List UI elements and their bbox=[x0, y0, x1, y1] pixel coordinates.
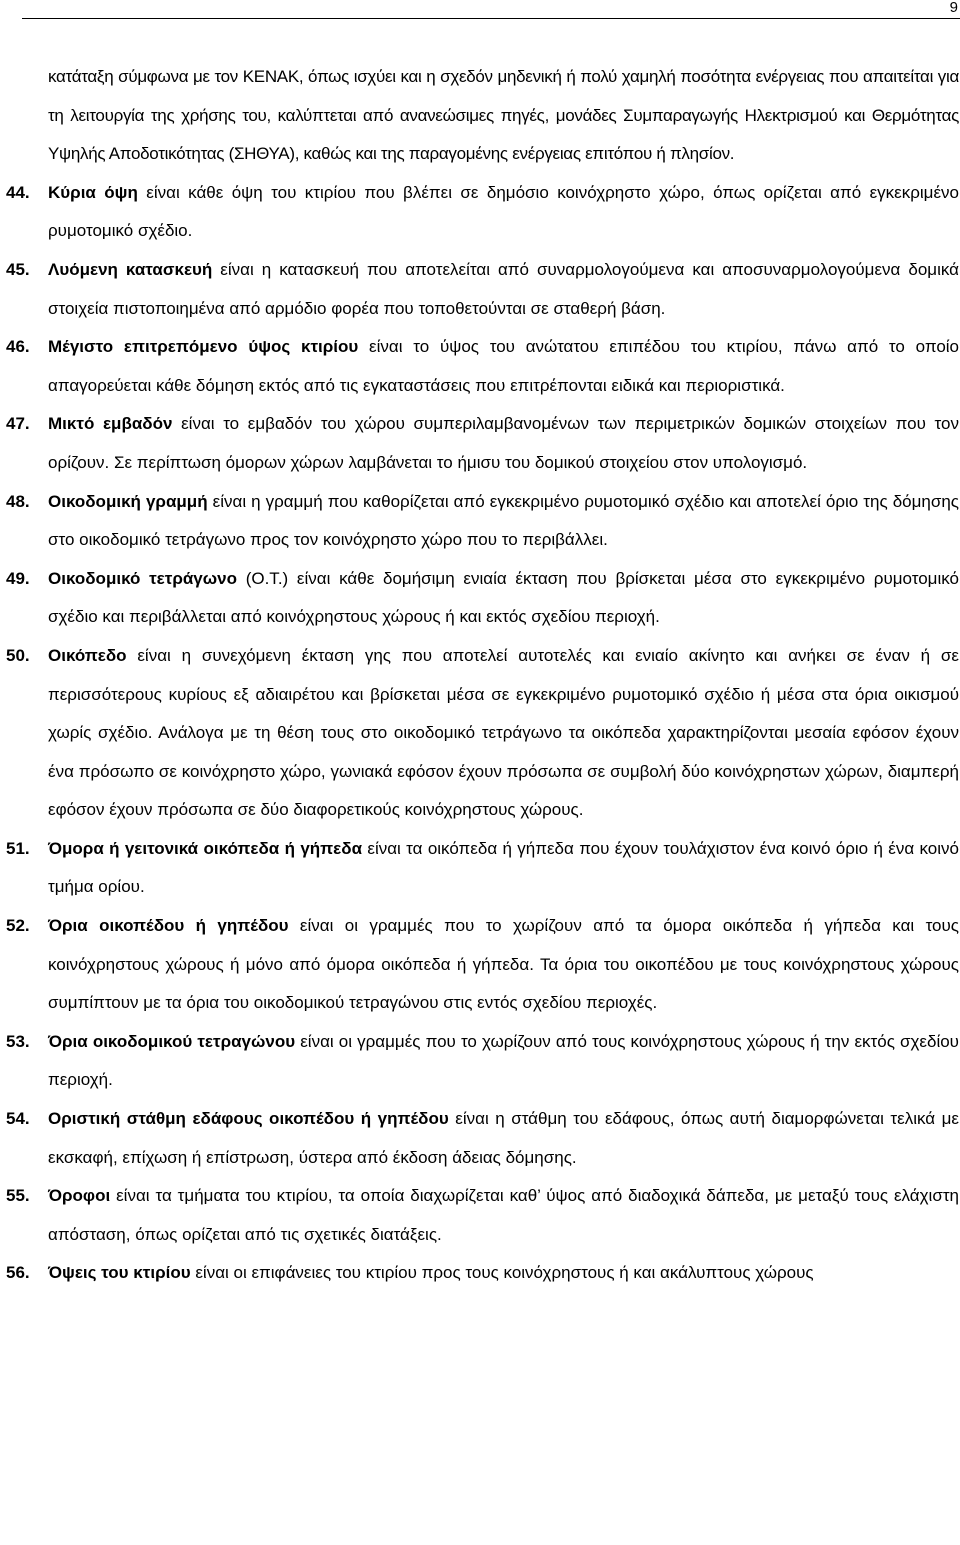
definition-text: είναι οι γραμμές που το χωρίζουν από τα όμορα οικόπεδα ή γήπεδα και τους κοινόχρηστους χώρους ή μόνο από όμορα οικόπεδα ή γήπεδα. Τα όρια του οικοπέδου με τους κοινόχρηστους χώρους συμπίπτουν με τα όρια του οικοδομικού τετραγώνου στις εντός σχεδίου περιοχές. bbox=[48, 916, 959, 1013]
definition-item bbox=[6, 1254, 959, 1293]
definition-text: είναι κάθε όψη του κτιρίου που βλέπει σε δημόσιο κοινόχρηστο χώρο, όπως ορίζεται από εγκεκριμένο ρυμοτομικό σχέδιο. bbox=[48, 182, 959, 241]
definition-item bbox=[6, 405, 959, 482]
intro-paragraph: κατάταξη σύμφωνα με τον ΚΕΝΑΚ, όπως ισχύει και η σχεδόν μηδενική ή πολύ χαμηλή ποσότητα ενέργειας που απαιτείται για τη λειτουργία της χρήσης του, καλύπτεται από ανανεώσιμες πηγές, μονάδες Συμπαραγωγής Ηλεκτρισμού και Θερμότητας Υψηλής Αποδοτικότητας (ΣΗΘΥΑ), καθώς και της παραγομένης ενέργειας επιτόπου ή πλησίον. bbox=[48, 67, 959, 164]
definition-text: (Ο.Τ.) είναι κάθε δομήσιμη ενιαία έκταση που βρίσκεται μέσα στο εγκεκριμένο ρυμοτομικό σχέδιο και περιβάλλεται από κοινόχρηστους χώρους ή και εκτός σχεδίου περιοχή. bbox=[48, 568, 960, 627]
definition-item bbox=[6, 251, 959, 328]
definition-number: 45. bbox=[6, 259, 30, 279]
definition-term: Όρια οικοδομικού τετραγώνου bbox=[48, 1031, 296, 1051]
definition-number: 55. bbox=[6, 1186, 30, 1206]
definition-number: 56. bbox=[6, 1263, 30, 1283]
definition-number: 46. bbox=[6, 337, 30, 357]
definition-number: 49. bbox=[6, 568, 30, 588]
definition-text: είναι τα οικόπεδα ή γήπεδα που έχουν τουλάχιστον ένα κοινό όριο ή ένα κοινό τμήμα ορίου. bbox=[48, 838, 959, 897]
definition-number: 50. bbox=[6, 645, 30, 665]
document-body bbox=[6, 58, 959, 1293]
definition-text: είναι η στάθμη του εδάφους, όπως αυτή διαμορφώνεται τελικά με εκσκαφή, επίχωση ή επίστρωση, ύστερα από έκδοση άδειας δόμησης. bbox=[48, 1109, 959, 1167]
definition-term: Μέγιστο επιτρεπόμενο ύψος κτιρίου bbox=[48, 337, 359, 357]
definition-item bbox=[6, 560, 959, 637]
definition-term: Οικοδομική γραμμή bbox=[48, 491, 208, 511]
definition-term: Κύρια όψη bbox=[48, 182, 138, 202]
definition-number: 44. bbox=[6, 182, 30, 202]
definition-number: 52. bbox=[6, 916, 30, 936]
definition-item bbox=[6, 174, 959, 251]
page-number: 9 bbox=[949, 0, 958, 16]
definition-text: είναι οι επιφάνειες του κτιρίου προς τους κοινόχρηστους ή και ακάλυπτους χώρους bbox=[190, 1263, 814, 1283]
definition-text: είναι οι γραμμές που το χωρίζουν από τους κοινόχρηστους χώρους ή την εκτός σχεδίου περιοχή. bbox=[48, 1031, 959, 1090]
definition-text: είναι η γραμμή που καθορίζεται από εγκεκριμένο ρυμοτομικό σχέδιο και αποτελεί όριο της δόμησης στο οικοδομικό τετράγωνο προς τον κοινόχρηστο χώρο που το περιβάλλει. bbox=[48, 491, 959, 550]
definition-item bbox=[6, 1177, 959, 1254]
definition-item bbox=[6, 907, 959, 1023]
page-header bbox=[22, 0, 960, 19]
definition-number: 54. bbox=[6, 1109, 30, 1129]
definition-term: Όρια οικοπέδου ή γηπέδου bbox=[48, 916, 289, 936]
definition-number: 53. bbox=[6, 1031, 30, 1051]
definition-term: Οικόπεδο bbox=[48, 645, 127, 665]
definition-term: Μικτό εμβαδόν bbox=[48, 414, 173, 434]
definition-item bbox=[6, 328, 959, 405]
definition-text: είναι η κατασκευή που αποτελείται από συναρμολογούμενα και αποσυναρμολογούμενα δομικά στοιχεία πιστοποιημένα από αρμόδιο φορέα που τοποθετούνται σε σταθερή βάση. bbox=[48, 259, 959, 318]
definition-text: είναι η συνεχόμενη έκταση γης που αποτελεί αυτοτελές και ενιαίο ακίνητο και ανήκει σε έναν ή σε περισσότερους κυρίους εξ αδιαιρέτου και βρίσκεται μέσα σε εγκεκριμένο ρυμοτομικό σχέδιο ή μέσα στα όρια οικισμού χωρίς σχέδιο. Ανάλογα με τη θέση τους στο οικοδομικό τετράγωνο τα οικόπεδα χαρακτηρίζονται μεσαία εφόσον έχουν ένα πρόσωπο σε κοινόχρηστο χώρο, γωνιακά εφόσον έχουν πρόσωπα σε συμβολή δύο κοινόχρηστων χώρων, διαμπερή εφόσον έχουν πρόσωπα σε δύο διαφορετικούς κοινόχρηστους χώρους. bbox=[48, 645, 959, 820]
definition-item bbox=[6, 483, 959, 560]
definition-term: Οικοδομικό τετράγωνο bbox=[48, 568, 237, 588]
definition-term: Λυόμενη κατασκευή bbox=[48, 259, 213, 279]
definition-number: 51. bbox=[6, 838, 30, 858]
definition-term: Όροφοι bbox=[48, 1186, 111, 1206]
definition-item bbox=[6, 830, 959, 907]
definition-term: Όμορα ή γειτονικά οικόπεδα ή γήπεδα bbox=[48, 838, 363, 858]
definition-item bbox=[6, 1023, 959, 1100]
definition-term: Οριστική στάθμη εδάφους οικοπέδου ή γηπέδου bbox=[48, 1109, 449, 1129]
definition-term: Όψεις του κτιρίου bbox=[48, 1263, 191, 1283]
definition-text: είναι το εμβαδόν του χώρου συμπεριλαμβανομένων των περιμετρικών δομικών στοιχείων που τον ορίζουν. Σε περίπτωση όμορων χώρων λαμβάνεται το ήμισυ του δομικού στοιχείου στον υπολογισμό. bbox=[48, 414, 959, 472]
definition-item bbox=[6, 1100, 959, 1177]
definition-number: 47. bbox=[6, 414, 30, 434]
definition-number: 48. bbox=[6, 491, 30, 511]
definition-text: είναι τα τμήματα του κτιρίου, τα οποία διαχωρίζεται καθ’ ύψος από διαδοχικά δάπεδα, με μεταξύ τους ελάχιστη απόσταση, όπως ορίζεται από τις σχετικές διατάξεις. bbox=[48, 1186, 959, 1244]
definition-item bbox=[6, 637, 959, 830]
definition-text: είναι το ύψος του ανώτατου επιπέδου του κτιρίου, πάνω από το οποίο απαγορεύεται κάθε δόμηση εκτός από τις εγκαταστάσεις που επιτρέπονται ειδικά και περιοριστικά. bbox=[48, 337, 959, 395]
definitions-list bbox=[6, 174, 959, 1293]
